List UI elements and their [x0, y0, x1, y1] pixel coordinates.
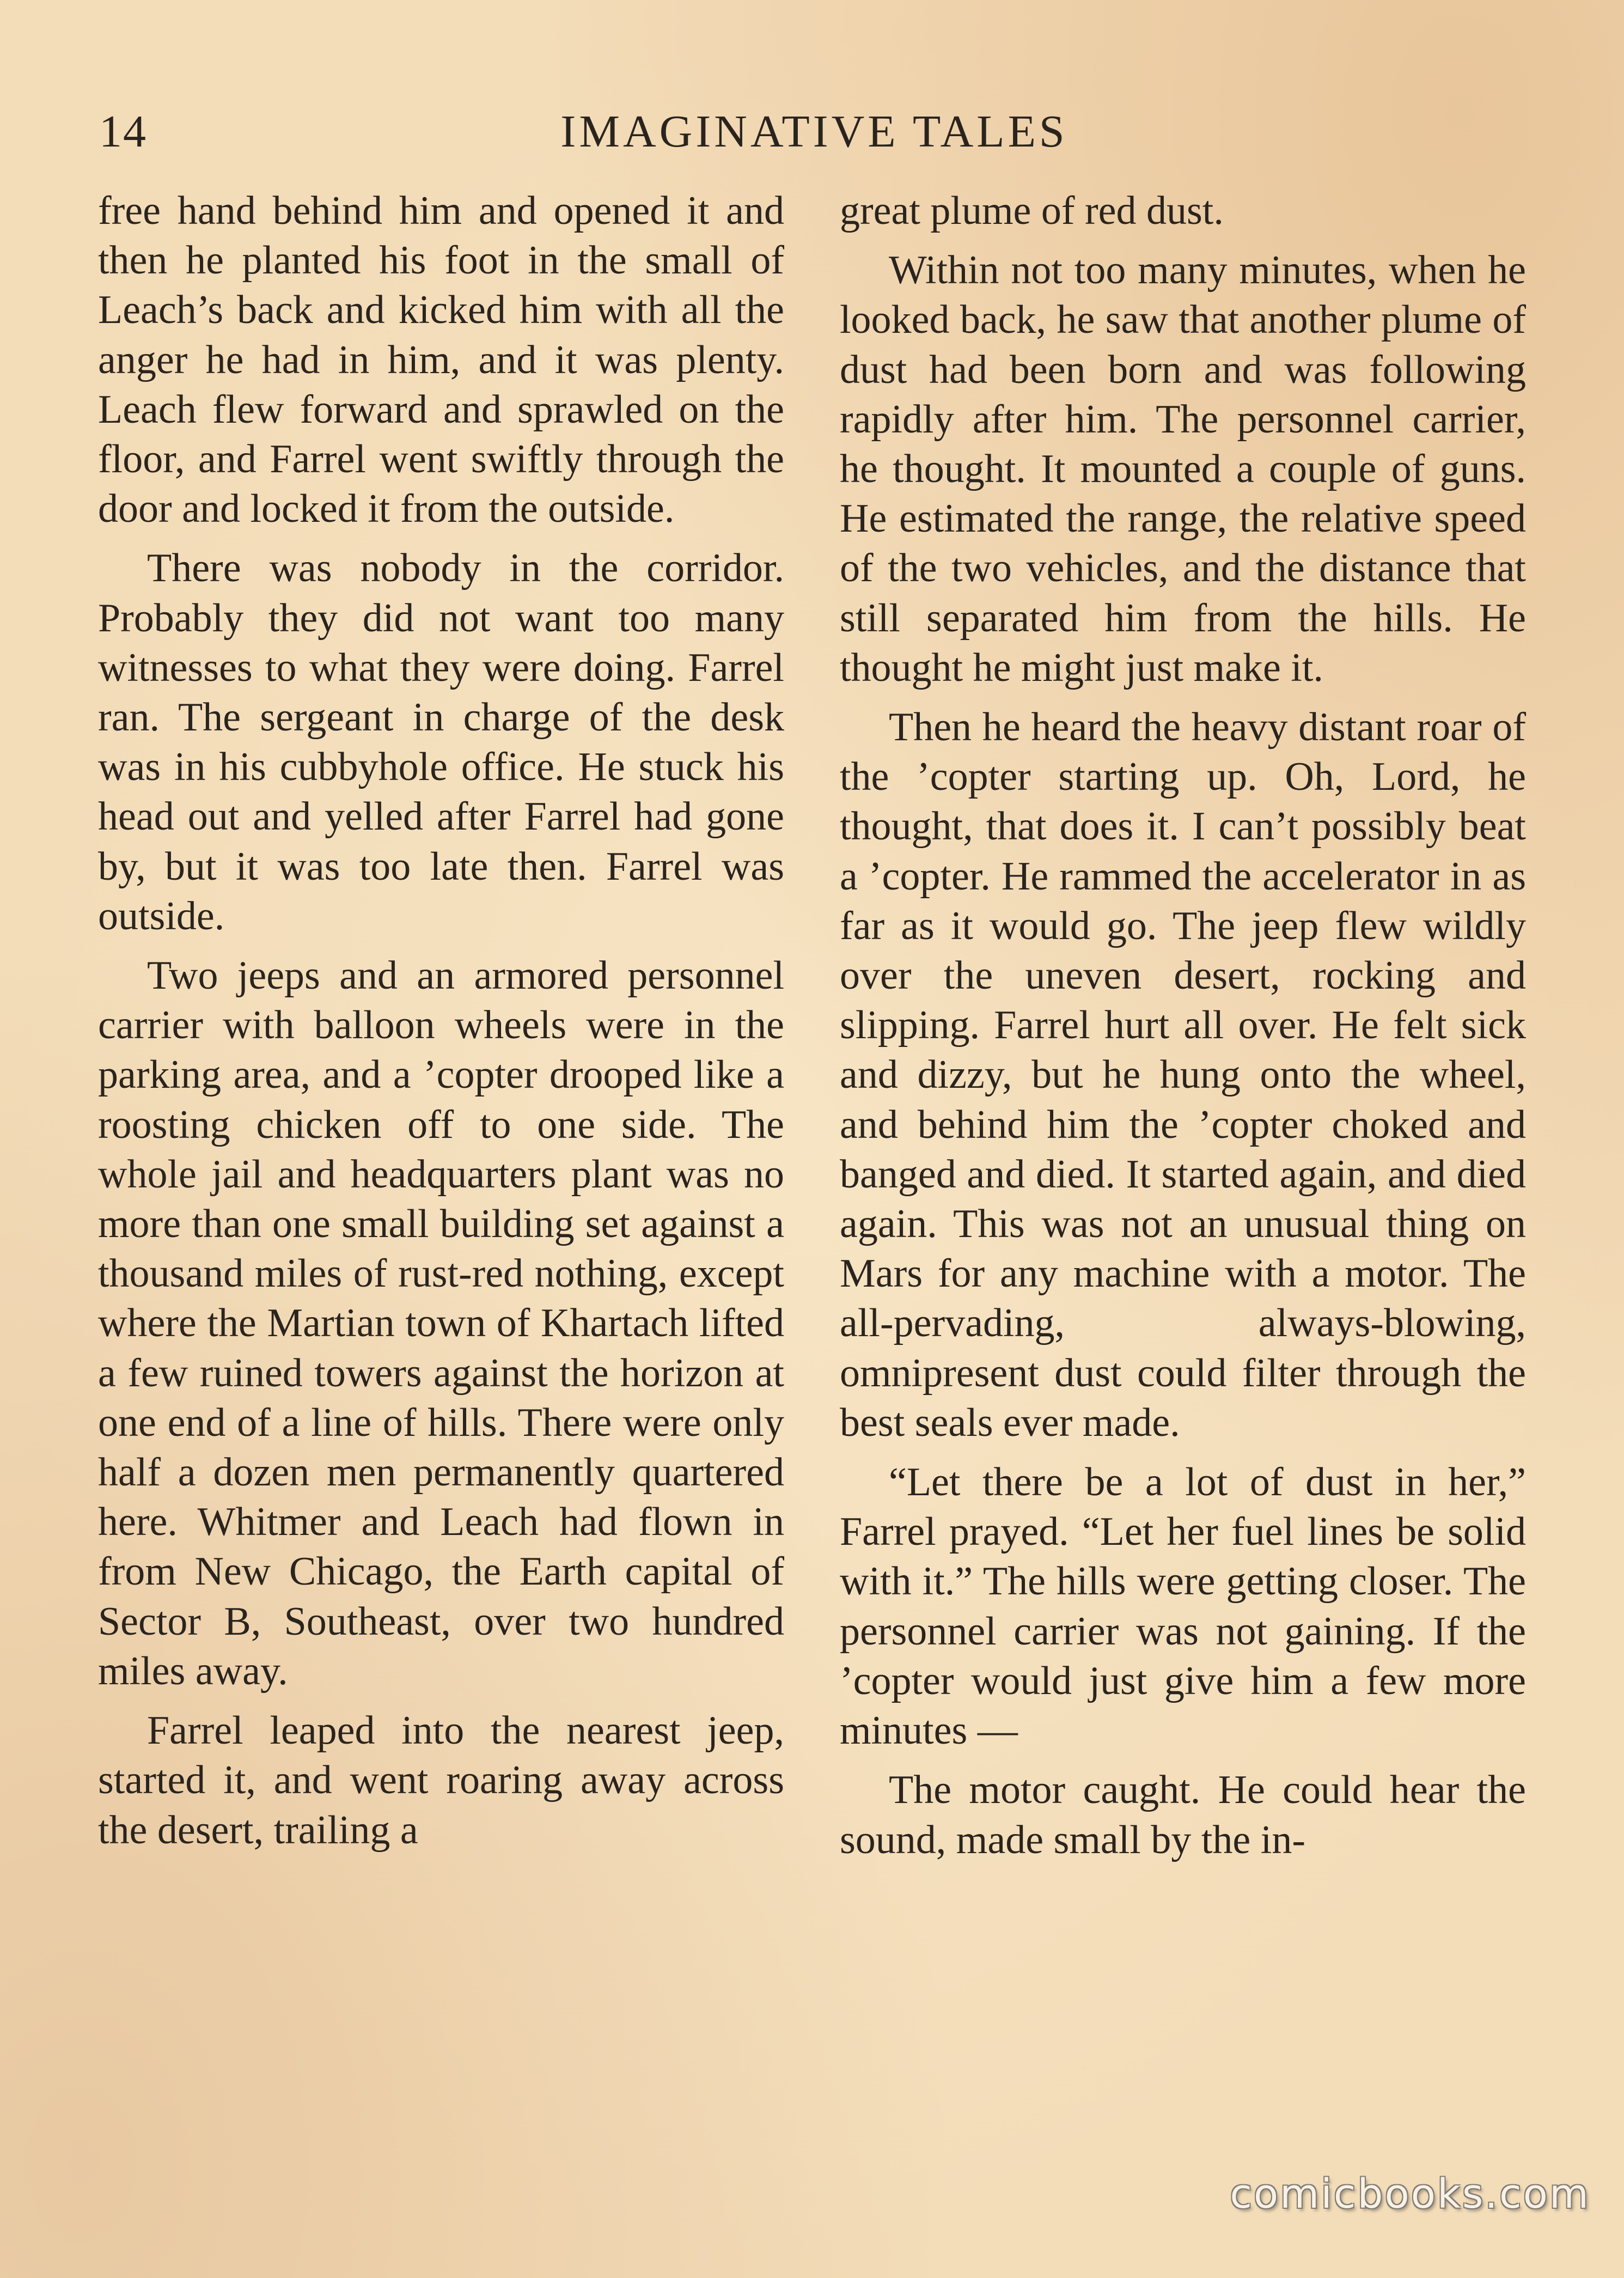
- paragraph: Farrel leaped into the nearest jeep, started it, and went roaring away across the desert, trailing a: [98, 1708, 784, 1853]
- paragraph: free hand behind him and opened it and then he planted his foot in the small of Leach’s back and kicked him with all the anger he had in him, and it was plenty. Leach flew forward and sprawled on the floor, and Farrel went swiftly through the door and locked it from the outside.: [98, 188, 784, 532]
- paragraph: Then he heard the heavy distant roar of the ’copter starting up. Oh, Lord, he thought, that does it. I can’t possibly beat a ’copter. He rammed the accelerator in as far as it would go. The jeep flew wildly over the uneven desert, rocking and slipping. Farrel hurt all over. He felt sick and dizzy, but he hung onto the wheel, and behind him the ’copter choked and banged and died. It started again, and died again. This was not an unusual thing on Mars for any machine with a motor. The all-pervading, always-blowing, omnipresent dust could filter through the best seals ever made.: [840, 705, 1526, 1445]
- paragraph: Within not too many minutes, when he looked back, he saw that another plume of dust had been born and was following rapidly after him. The personnel carrier, he thought. It mounted a couple of guns. He estimated the range, the relative speed of the two vehicles, and the distance that still separated him from the hills. He thought he might just make it.: [840, 248, 1526, 690]
- paragraph: There was nobody in the corridor. Probably they did not want too many witnesses to what they were doing. Farrel ran. The sergeant in charge of the desk was in his cubbyhole office. He stuck his head out and yelled after Farrel had gone by, but it was too late then. Farrel was outside.: [98, 546, 784, 939]
- paragraph: Two jeeps and an armored personnel carrier with balloon wheels were in the parking area, and a ’copter drooped like a roosting chicken off to one side. The whole jail and headquarters plant was no more than one small building set against a thousand miles of rust-red nothing, except where the Martian town of Khartach lifted a few ruined towers against the horizon at one end of a line of hills. There were only half a dozen men permanently quartered here. Whitmer and Leach had flown in from New Chicago, the Earth capital of Sector B, Southeast, over two hundred miles away.: [98, 953, 784, 1694]
- watermark-logo: comicbooks.com: [1230, 2171, 1590, 2218]
- paragraph: great plume of red dust.: [840, 188, 1224, 233]
- page-number: 14: [99, 106, 147, 157]
- left-column: [98, 186, 784, 1865]
- running-title: IMAGINATIVE TALES: [560, 106, 1068, 157]
- paragraph: “Let there be a lot of dust in her,” Farrel prayed. “Let her fuel lines be solid with it.” The hills were getting closer. The personnel carrier was not gaining. If the ’copter would just give him a few more minutes —: [840, 1460, 1526, 1753]
- right-column: [840, 186, 1526, 1875]
- paragraph: The motor caught. He could hear the sound, made small by the in-: [840, 1768, 1526, 1862]
